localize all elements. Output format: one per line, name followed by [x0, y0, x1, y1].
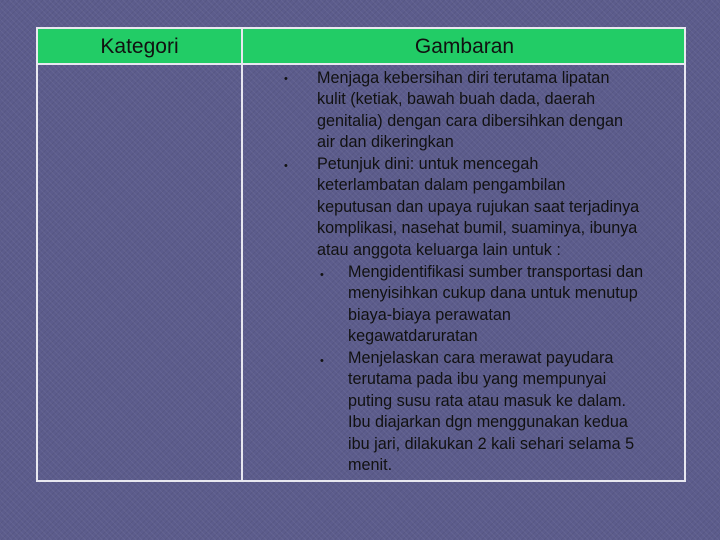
text-line: kulit (ketiak, bawah buah dada, daerah [317, 90, 596, 109]
text-line: terutama pada ibu yang mempunyai [348, 370, 607, 389]
subitem-2-text [348, 348, 634, 476]
table-header-row [38, 29, 684, 65]
text-line: menyisihkan cukup dana untuk menutup [348, 284, 638, 303]
text-line: atau anggota keluarga lain untuk : [317, 240, 561, 259]
item-2-text [317, 154, 639, 261]
text-line: Menjelaskan cara merawat payudara [348, 349, 614, 367]
text-line: Menjaga kebersihan diri terutama lipatan [317, 69, 610, 87]
text-line: Ibu diajarkan dgn menggunakan kedua [348, 413, 628, 432]
text-line: genitalia) dengan cara dibersihkan dengan [317, 111, 623, 130]
text-line: Petunjuk dini: untuk mencegah [317, 155, 539, 173]
bullet-icon: • [284, 160, 288, 172]
column-divider [241, 29, 243, 480]
text-line: puting susu rata atau masuk ke dalam. [348, 391, 627, 410]
text-line: keputusan dan upaya rujukan saat terjadinya [317, 197, 640, 216]
subitem-1-text [348, 262, 643, 348]
text-line: komplikasi, nasehat bumil, suaminya, ibunya [317, 219, 638, 238]
text-line: kegawatdaruratan [348, 327, 478, 346]
sub-bullet-icon: • [320, 269, 324, 281]
text-line: menit. [348, 456, 393, 475]
item-1-text [317, 68, 623, 154]
header-kategori: Kategori [100, 35, 179, 58]
text-line: Mengidentifikasi sumber transportasi dan [348, 263, 644, 281]
text-line: air dan dikeringkan [317, 133, 454, 152]
text-line: ibu jari, dilakukan 2 kali sehari selama 5 [348, 434, 635, 453]
sub-bullet-icon: • [320, 355, 324, 367]
header-gambaran: Gambaran [414, 35, 515, 58]
bullet-icon: • [284, 73, 288, 85]
text-line: biaya-biaya perawatan [348, 305, 511, 324]
text-line: keterlambatan dalam pengambilan [317, 176, 566, 195]
